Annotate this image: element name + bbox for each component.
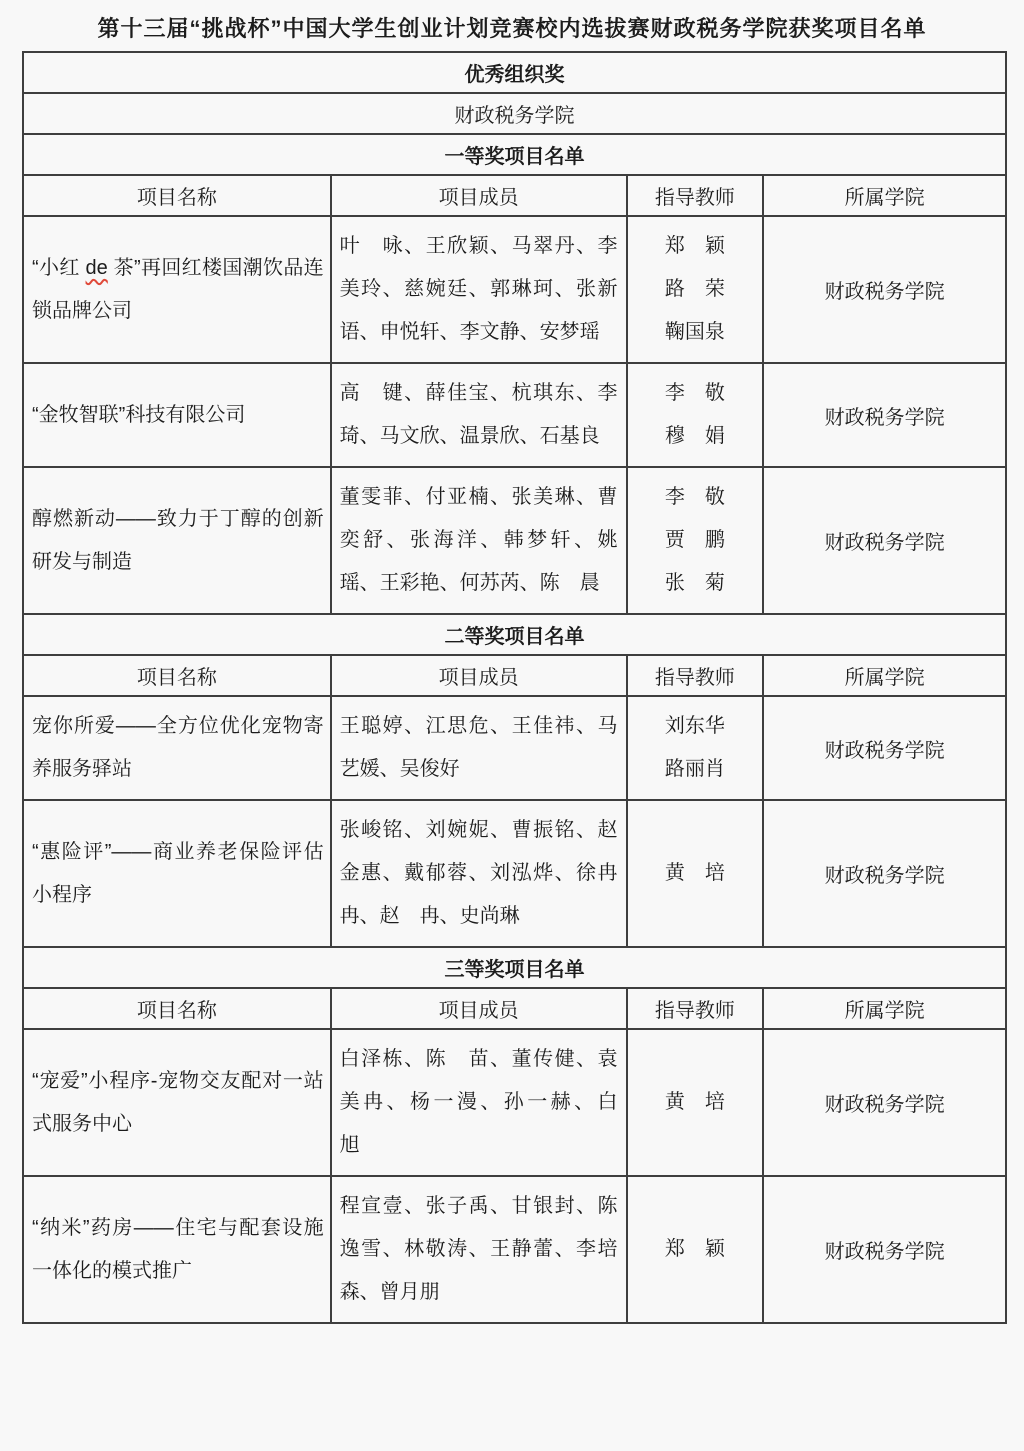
section-title-row bbox=[23, 614, 1006, 655]
teacher-name: 路丽肖 bbox=[664, 758, 725, 780]
teacher-name: 鞠国泉 bbox=[664, 321, 725, 343]
teacher-name: 穆 娟 bbox=[664, 425, 725, 447]
project-name-cell bbox=[23, 1176, 331, 1323]
project-row bbox=[23, 363, 1006, 467]
project-teachers-cell bbox=[627, 1029, 764, 1176]
project-members-cell: 程宣壹、张子禹、甘银封、陈逸雪、林敬涛、王静蕾、李培森、曾月朋 bbox=[331, 1176, 627, 1323]
org-award-header-row bbox=[23, 52, 1006, 93]
teacher-name: 刘东华 bbox=[664, 715, 725, 737]
project-name-text: “惠险评”——商业养老保险评估小程序 bbox=[32, 840, 324, 906]
project-name-text: “小红 bbox=[32, 256, 86, 279]
column-header: 所属学院 bbox=[763, 655, 1006, 696]
org-award-recipient: 财政税务学院 bbox=[23, 93, 1006, 134]
project-name-cell bbox=[23, 696, 331, 800]
project-college-cell: 财政税务学院 bbox=[763, 1176, 1006, 1323]
project-teachers-cell bbox=[627, 696, 764, 800]
project-name-text: 宠你所爱——全方位优化宠物寄养服务驿站 bbox=[32, 715, 324, 780]
project-college-cell: 财政税务学院 bbox=[763, 363, 1006, 467]
column-header: 所属学院 bbox=[763, 175, 1006, 216]
teacher-name: 路 荣 bbox=[664, 278, 725, 300]
project-row bbox=[23, 1176, 1006, 1323]
column-header-row bbox=[23, 655, 1006, 696]
project-college-cell: 财政税务学院 bbox=[763, 216, 1006, 363]
project-teachers-cell bbox=[627, 363, 764, 467]
page-title: 第十三届“挑战杯”中国大学生创业计划竞赛校内选拔赛财政税务学院获奖项目名单 bbox=[97, 16, 927, 41]
project-college-cell: 财政税务学院 bbox=[763, 696, 1006, 800]
spellcheck-wavy-underline-text: de bbox=[85, 256, 108, 279]
project-row bbox=[23, 1029, 1006, 1176]
teacher-name: 黄 培 bbox=[664, 1091, 725, 1113]
teacher-name: 李 敬 bbox=[664, 486, 725, 508]
column-header: 指导教师 bbox=[627, 175, 764, 216]
project-teachers-cell bbox=[627, 467, 764, 614]
column-header: 项目成员 bbox=[331, 988, 627, 1029]
section-title: 一等奖项目名单 bbox=[23, 134, 1006, 175]
column-header: 项目名称 bbox=[23, 175, 331, 216]
project-row bbox=[23, 696, 1006, 800]
project-name-cell bbox=[23, 1029, 331, 1176]
project-name-cell bbox=[23, 467, 331, 614]
teacher-name: 黄 培 bbox=[664, 862, 725, 884]
project-name-text: 醇燃新动——致力于丁醇的创新研发与制造 bbox=[32, 507, 324, 573]
column-header: 指导教师 bbox=[627, 988, 764, 1029]
column-header-row bbox=[23, 988, 1006, 1029]
column-header: 项目名称 bbox=[23, 655, 331, 696]
project-members-cell: 叶 咏、王欣颖、马翠丹、李美玲、慈婉廷、郭琳珂、张新语、申悦轩、李文静、安梦瑶 bbox=[331, 216, 627, 363]
project-name-cell bbox=[23, 800, 331, 947]
project-name-text: 茶”再回红楼国潮饮品连锁品牌公司 bbox=[32, 256, 324, 322]
org-award-recipient-row bbox=[23, 93, 1006, 134]
project-name-text: “宠爱”小程序-宠物交友配对一站式服务中心 bbox=[32, 1069, 324, 1135]
column-header: 项目成员 bbox=[331, 175, 627, 216]
column-header: 指导教师 bbox=[627, 655, 764, 696]
project-college-cell: 财政税务学院 bbox=[763, 800, 1006, 947]
project-members-cell: 白泽栋、陈 苗、董传健、袁美冉、杨一漫、孙一赫、白 旭 bbox=[331, 1029, 627, 1176]
project-name-text: “金牧智联”科技有限公司 bbox=[32, 403, 246, 426]
project-college-cell: 财政税务学院 bbox=[763, 467, 1006, 614]
project-members-cell: 高 键、薛佳宝、杭琪东、李 琦、马文欣、温景欣、石基良 bbox=[331, 363, 627, 467]
column-header: 项目名称 bbox=[23, 988, 331, 1029]
section-title-row bbox=[23, 947, 1006, 988]
project-row bbox=[23, 216, 1006, 363]
project-row bbox=[23, 467, 1006, 614]
project-teachers-cell bbox=[627, 1176, 764, 1323]
section-title: 三等奖项目名单 bbox=[23, 947, 1006, 988]
column-header-row bbox=[23, 175, 1006, 216]
project-name-cell bbox=[23, 363, 331, 467]
project-name-text: “纳米”药房——住宅与配套设施一体化的模式推广 bbox=[32, 1216, 324, 1282]
project-name-cell bbox=[23, 216, 331, 363]
column-header: 项目成员 bbox=[331, 655, 627, 696]
project-college-cell: 财政税务学院 bbox=[763, 1029, 1006, 1176]
awards-table bbox=[22, 51, 1007, 1324]
org-award-header: 优秀组织奖 bbox=[23, 52, 1006, 93]
project-teachers-cell bbox=[627, 800, 764, 947]
section-title: 二等奖项目名单 bbox=[23, 614, 1006, 655]
project-members-cell: 董雯菲、付亚楠、张美琳、曹奕舒、张海洋、韩梦轩、姚 瑶、王彩艳、何苏芮、陈 晨 bbox=[331, 467, 627, 614]
teacher-name: 李 敬 bbox=[664, 382, 725, 404]
project-members-cell: 王聪婷、江思危、王佳祎、马艺媛、吴俊好 bbox=[331, 696, 627, 800]
project-members-cell: 张峻铭、刘婉妮、曹振铭、赵金惠、戴郁蓉、刘泓烨、徐冉冉、赵 冉、史尚琳 bbox=[331, 800, 627, 947]
teacher-name: 贾 鹏 bbox=[664, 529, 725, 551]
teacher-name: 张 菊 bbox=[664, 572, 725, 594]
awards-table-body bbox=[23, 52, 1006, 1323]
column-header: 所属学院 bbox=[763, 988, 1006, 1029]
project-teachers-cell bbox=[627, 216, 764, 363]
teacher-name: 郑 颖 bbox=[664, 235, 725, 257]
project-row bbox=[23, 800, 1006, 947]
section-title-row bbox=[23, 134, 1006, 175]
teacher-name: 郑 颖 bbox=[664, 1238, 725, 1260]
